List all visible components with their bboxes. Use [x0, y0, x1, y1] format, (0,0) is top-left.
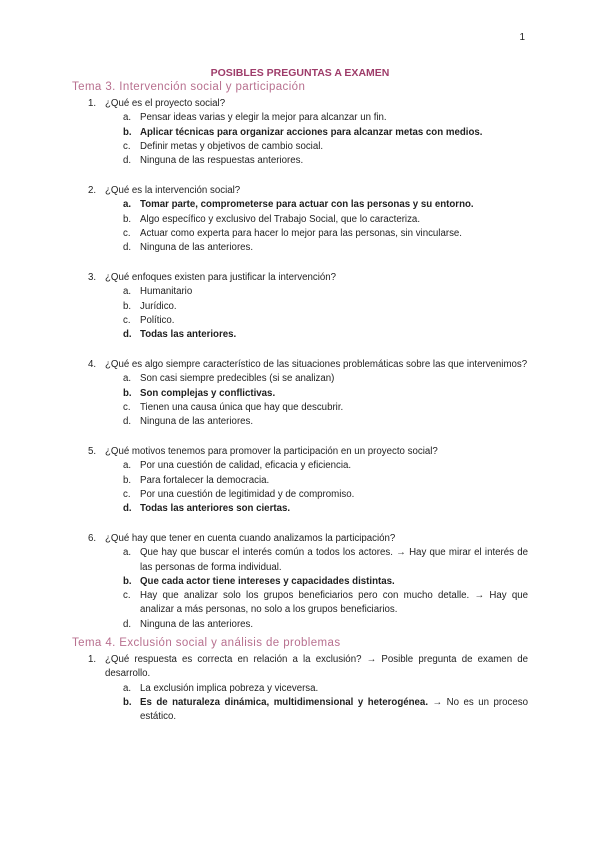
answer-option [105, 401, 528, 415]
question-item [72, 184, 528, 255]
option-letter: c. [123, 227, 131, 239]
section-heading: Tema 4. Exclusión social y análisis de problemas [72, 637, 341, 649]
option-text: Humanitario [140, 286, 193, 298]
answer-option [105, 198, 528, 212]
page-number: 1 [519, 32, 525, 43]
option-text: Todas las anteriores son ciertas. [140, 503, 291, 515]
question-number: 1. [88, 654, 97, 665]
question-text: ¿Qué hay que tener en cuenta cuando analizamos la participación? [105, 532, 396, 544]
answer-option [105, 415, 528, 429]
answer-option [105, 285, 528, 299]
question-number: 5. [88, 445, 97, 457]
option-text: Son casi siempre predecibles (si se analizan) [140, 373, 335, 385]
option-text: Ninguna de las respuestas anteriores. [140, 155, 304, 167]
option-text: Definir metas y objetivos de cambio social. [140, 140, 324, 152]
answer-option [105, 111, 528, 125]
option-letter: c. [123, 314, 131, 326]
option-letter: b. [123, 300, 132, 312]
answer-option [105, 387, 528, 401]
option-list [105, 372, 528, 429]
option-text: Jurídico. [140, 300, 177, 312]
option-letter: d. [123, 416, 132, 428]
option-text: Actuar como experta para hacer lo mejor para las personas, sin vincularse. [140, 227, 462, 239]
question-text: ¿Qué respuesta es correcta en relación a la exclusión? → Posible pregunta de examen de desarrollo. [105, 654, 528, 680]
question-number: 2. [88, 184, 97, 196]
option-letter: b. [123, 575, 132, 587]
option-list [105, 198, 528, 255]
question-list [72, 97, 528, 632]
question-text: ¿Qué enfoques existen para justificar la intervención? [105, 271, 337, 283]
answer-option [105, 546, 528, 575]
option-text: Tienen una causa única que hay que descubrir. [140, 401, 344, 413]
option-text: Ninguna de las anteriores. [140, 242, 254, 254]
answer-option [105, 227, 528, 241]
question-item [72, 271, 528, 342]
option-letter: a. [123, 682, 132, 694]
answer-option [105, 126, 528, 140]
option-letter: b. [123, 387, 132, 399]
answer-option [105, 459, 528, 473]
answer-option [105, 213, 528, 227]
option-letter: d. [123, 618, 132, 630]
option-list [105, 682, 528, 725]
option-text: Son complejas y conflictivas. [140, 387, 276, 399]
answer-option [105, 314, 528, 328]
option-text: Algo específico y exclusivo del Trabajo Social, que lo caracteriza. [140, 213, 421, 225]
option-text: Ninguna de las anteriores. [140, 416, 254, 428]
answer-option [105, 140, 528, 154]
option-text: Tomar parte, comprometerse para actuar con las personas y su entorno. [140, 199, 474, 211]
answer-option [105, 154, 528, 168]
option-text: Que cada actor tiene intereses y capacidades distintas. [140, 575, 395, 587]
question-text: ¿Qué es la intervención social? [105, 184, 241, 196]
option-list [105, 111, 528, 168]
answer-option [105, 696, 528, 725]
option-list [105, 459, 528, 516]
option-list [105, 285, 528, 342]
answer-option [105, 502, 528, 516]
question-item [72, 532, 528, 632]
question-text: ¿Qué es el proyecto social? [105, 98, 226, 109]
option-text: La exclusión implica pobreza y viceversa. [140, 682, 319, 694]
option-letter: a. [123, 460, 132, 472]
question-number: 3. [88, 271, 97, 283]
option-text: Es de naturaleza dinámica, multidimensional y heterogénea. [140, 696, 429, 708]
option-letter: b. [123, 474, 132, 486]
question-text: ¿Qué es algo siempre característico de las situaciones problemáticas sobre las que intervenimos? [105, 358, 528, 370]
answer-option [105, 618, 528, 632]
answer-option [105, 474, 528, 488]
option-text: Para fortalecer la democracia. [140, 474, 270, 486]
option-letter: c. [123, 140, 131, 152]
option-letter: d. [123, 503, 132, 515]
option-text: Todas las anteriores. [140, 329, 237, 341]
question-item [72, 445, 528, 516]
sections-container [72, 80, 528, 724]
question-item [72, 358, 528, 429]
option-letter: a. [123, 112, 132, 124]
option-letter: b. [123, 696, 132, 708]
option-letter: b. [123, 126, 132, 138]
option-text: Por una cuestión de legitimidad y de compromiso. [140, 488, 355, 500]
option-letter: d. [123, 242, 132, 254]
question-item [72, 653, 528, 724]
exam-section [72, 636, 528, 724]
question-number: 4. [88, 358, 97, 370]
section-heading: Tema 3. Intervención social y participación [72, 81, 306, 93]
option-letter: c. [123, 590, 131, 602]
answer-option [105, 488, 528, 502]
option-letter: c. [123, 488, 131, 500]
option-letter: a. [123, 286, 132, 298]
option-note: → No es un proceso estático. [140, 696, 528, 723]
question-item [72, 97, 528, 168]
question-number: 6. [88, 532, 97, 544]
option-letter: a. [123, 547, 132, 559]
option-letter: b. [123, 213, 132, 225]
answer-option [105, 589, 528, 618]
answer-option [105, 372, 528, 386]
option-text: Político. [140, 314, 175, 326]
option-letter: d. [123, 155, 132, 167]
answer-option [105, 328, 528, 342]
option-letter: a. [123, 199, 132, 211]
option-text: Ninguna de las anteriores. [140, 618, 254, 630]
option-letter: a. [123, 373, 132, 385]
answer-option [105, 682, 528, 696]
question-number: 1. [88, 98, 97, 109]
option-text: Hay que analizar solo los grupos beneficiarios pero con mucho detalle. → Hay que analizar a más personas, no solo a los grupos beneficiarios. [140, 590, 528, 616]
answer-option [105, 575, 528, 589]
question-list [72, 653, 528, 724]
option-text: Pensar ideas varias y elegir la mejor para alcanzar un fin. [140, 112, 387, 124]
answer-option [105, 300, 528, 314]
option-text: Aplicar técnicas para organizar acciones para alcanzar metas con medios. [140, 126, 483, 138]
answer-option [105, 241, 528, 255]
option-text: Que hay que buscar el interés común a todos los actores. → Hay que mirar el interés de las personas de forma individual. [140, 547, 528, 573]
option-list [105, 546, 528, 632]
question-text: ¿Qué motivos tenemos para promover la participación en un proyecto social? [105, 445, 438, 457]
option-letter: d. [123, 329, 132, 341]
exam-section [72, 80, 528, 632]
page-title: POSIBLES PREGUNTAS A EXAMEN [210, 67, 390, 79]
option-text: Por una cuestión de calidad, eficacia y eficiencia. [140, 460, 352, 472]
option-letter: c. [123, 401, 131, 413]
